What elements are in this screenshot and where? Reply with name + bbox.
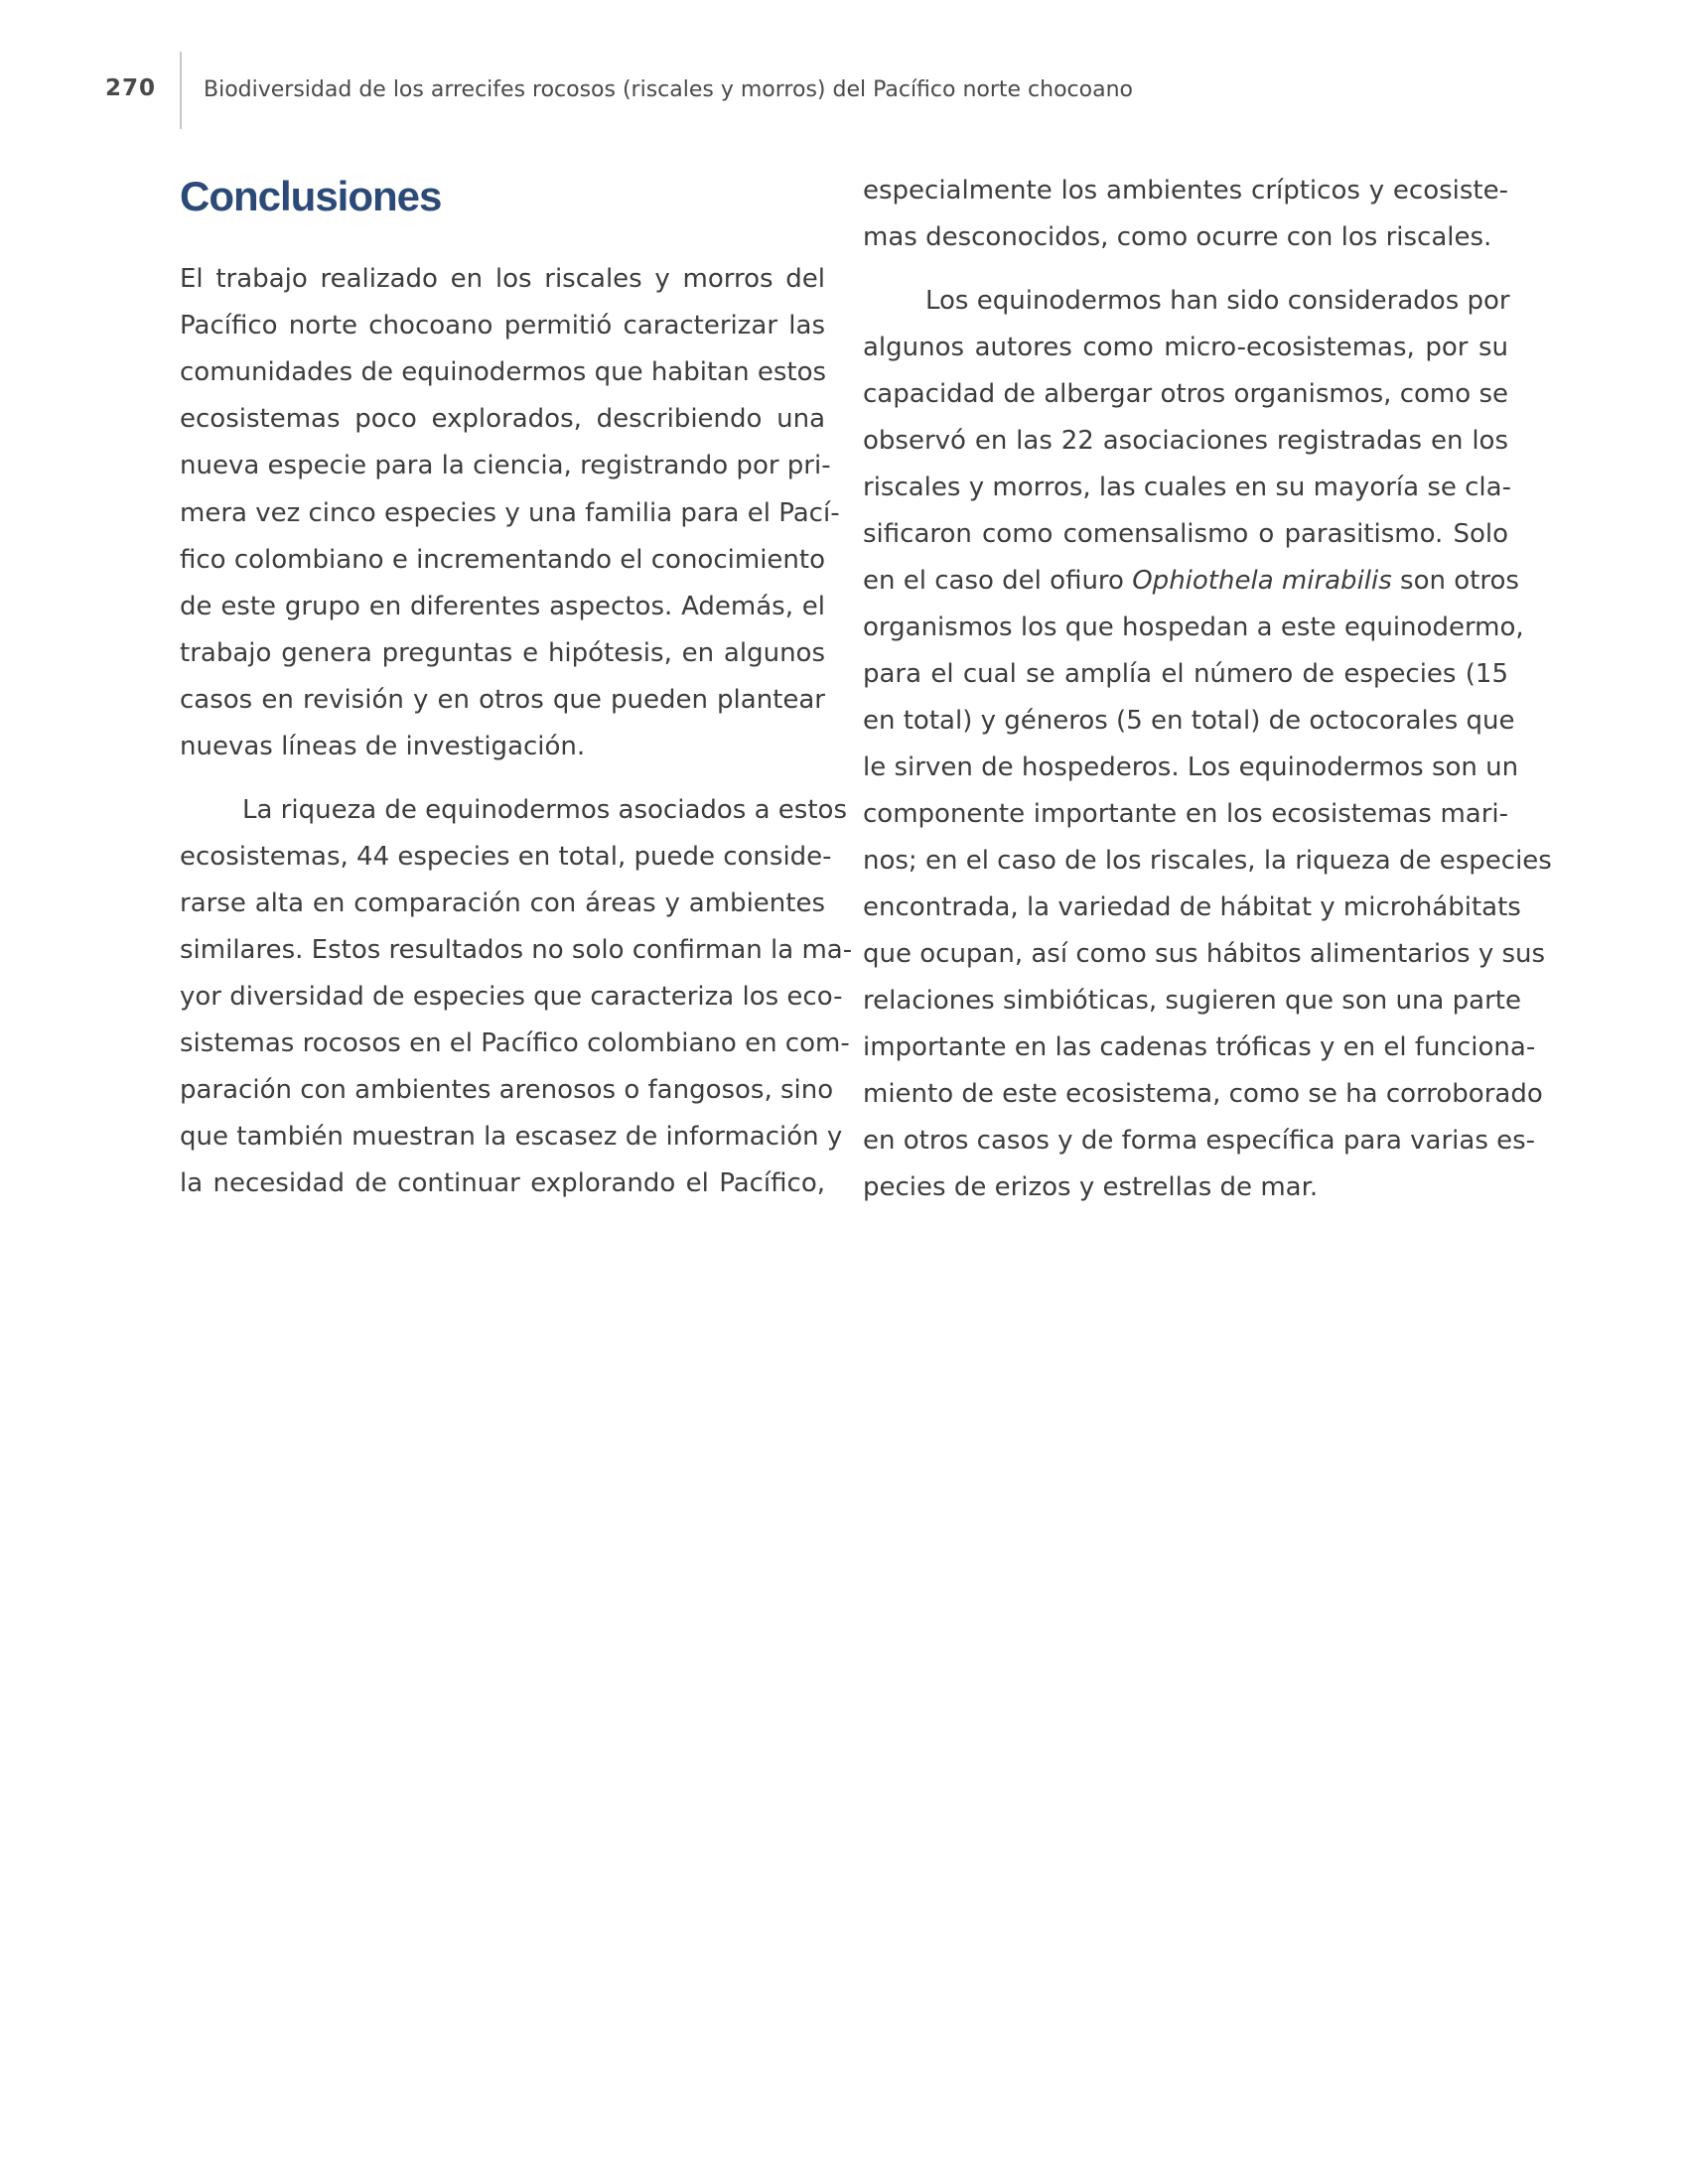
body-line: La riqueza de equinodermos asociados a estos [242,795,847,825]
body-line: rarse alta en comparación con áreas y ambientes [180,888,825,918]
body-text-segment: en el caso del ofiuro [863,566,1133,596]
body-line: le sirven de hospederos. Los equinodermos son un [863,752,1519,782]
body-line: que ocupan, así como sus hábitos alimentarios y sus [863,939,1546,969]
body-line: nueva especie para la ciencia, registrando por pri- [180,451,831,480]
body-line: en total) y géneros (5 en total) de octocorales que [863,706,1515,736]
body-line: nos; en el caso de los riscales, la riqueza de especies [863,846,1552,876]
page-header [0,0,1688,139]
body-line: mas desconocidos, como ocurre con los riscales. [863,222,1492,252]
body-line: relaciones simbióticas, sugieren que son una parte [863,986,1521,1016]
body-line: que también muestran la escasez de información y [180,1122,843,1152]
body-line: miento de este ecosistema, como se ha corroborado [863,1079,1543,1109]
body-line: importante en las cadenas tróficas y en el funciona- [863,1032,1536,1062]
body-line: especialmente los ambientes crípticos y ecosiste- [863,176,1508,205]
body-line: nuevas líneas de investigación. [180,732,586,761]
header-divider [180,52,182,129]
body-line: Los equinodermos han sido considerados por [925,286,1510,316]
body-line: fico colombiano e incrementando el conocimiento [180,545,825,575]
body-line: ecosistemas, 44 especies en total, puede conside- [180,842,832,872]
body-line: la necesidad de continuar explorando el Pacífico, [180,1168,825,1198]
running-title: Biodiversidad de los arrecifes rocosos (riscales y morros) del Pacífico norte chocoano [204,77,1133,102]
body-line: pecies de erizos y estrellas de mar. [863,1172,1319,1202]
body-line: paración con ambientes arenosos o fangosos, sino [180,1075,834,1105]
body-line: algunos autores como micro-ecosistemas, por su [863,333,1508,362]
body-line: sistemas rocosos en el Pacífico colombiano en com- [180,1028,850,1058]
body-line: en otros casos y de forma específica para varias es- [863,1126,1536,1156]
body-line: Pacífico norte chocoano permitió caracterizar las [180,311,825,341]
body-line: organismos los que hospedan a este equinodermo, [863,613,1524,642]
section-title: Conclusiones [180,173,442,219]
body-line: ecosistemas poco explorados, describiendo una [180,404,825,434]
body-text-segment: son otros [1391,566,1519,596]
body-line: de este grupo en diferentes aspectos. Además, el [180,592,825,621]
body-line: casos en revisión y en otros que pueden plantear [180,685,825,715]
body-line: riscales y morros, las cuales en su mayoría se cla- [863,473,1511,502]
body-line: trabajo genera preguntas e hipótesis, en algunos [180,638,825,668]
body-line: componente importante en los ecosistemas mari- [863,799,1508,829]
species-name: Ophiothela mirabilis [1132,566,1392,596]
body-line-with-species [863,558,1519,605]
body-line: encontrada, la variedad de hábitat y microhábitats [863,892,1521,922]
body-line: similares. Estos resultados no solo confirman la ma- [180,935,853,965]
body-line: observó en las 22 asociaciones registradas en los [863,426,1508,456]
page-number: 270 [105,75,157,101]
body-line: comunidades de equinodermos que habitan estos [180,357,827,387]
body-line: mera vez cinco especies y una familia para el Pací- [180,498,840,528]
body-line: El trabajo realizado en los riscales y morros del [180,264,825,294]
body-line: sificaron como comensalismo o parasitismo. Solo [863,519,1508,549]
body-line: capacidad de albergar otros organismos, como se [863,379,1508,409]
body-line: para el cual se amplía el número de especies (15 [863,659,1508,689]
body-line: yor diversidad de especies que caracteriza los eco- [180,982,843,1012]
